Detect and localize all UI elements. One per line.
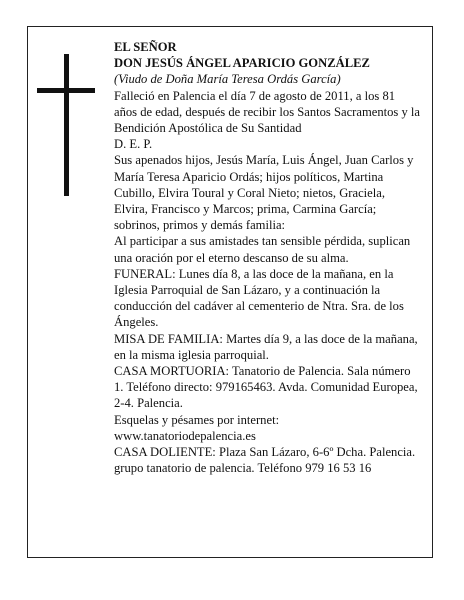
cross-icon xyxy=(37,54,95,196)
cross-horizontal-bar xyxy=(37,88,95,93)
rip-line: D. E. P. xyxy=(114,137,153,152)
notice-title: EL SEÑOR xyxy=(114,40,177,54)
mortuary-paragraph: CASA MORTUORIA: Tanatorio de Palencia. Sala número 1. Teléfono directo: 979165463. Avda. Comunidad Europea, 2-4. Palencia. xyxy=(114,364,418,411)
family-mass-paragraph: MISA DE FAMILIA: Martes día 9, a las doce de la mañana, en la misma iglesia parroquial. xyxy=(114,331,418,362)
cross-vertical-bar xyxy=(64,54,69,196)
death-paragraph: Falleció en Palencia el día 7 de agosto de 2011, a los 81 años de edad, después de recibir los Santos Sacramentos y la Bendición Apostólica de Su Santidad xyxy=(114,88,421,136)
website-line: www.tanatoriodepalencia.es xyxy=(114,428,256,443)
internet-line: Esquelas y pésames por internet: xyxy=(114,412,280,427)
group-line: grupo tanatorio de palencia. Teléfono 979 16 53 16 xyxy=(114,461,372,476)
funeral-paragraph: FUNERAL: Lunes día 8, a las doce de la mañana, en la Iglesia Parroquial de San Lázaro, y a continuación la conducción del cadáver al cementerio de Ntra. Sra. de los Ángeles. xyxy=(114,266,404,330)
request-paragraph: Al participar a sus amistades tan sensible pérdida, suplican una oración por el eterno descanso de su alma. xyxy=(114,234,411,265)
home-paragraph: CASA DOLIENTE: Plaza San Lázaro, 6-6º Dcha. Palencia. xyxy=(114,445,416,460)
deceased-name: DON JESÚS ÁNGEL APARICIO GONZÁLEZ xyxy=(114,56,370,71)
notice-text xyxy=(114,39,420,476)
family-paragraph: Sus apenados hijos, Jesús María, Luis Ángel, Juan Carlos y María Teresa Aparicio Ordás; hijos políticos, Martina Cubillo, Elvira Toural y Coral Nieto; nietos, Graciela, Elvira, Francisco y Marcos; prima, Carmina García; sobrinos, primos y demás familia: xyxy=(114,153,414,233)
widower-line: (Viudo de Doña María Teresa Ordás García) xyxy=(114,72,341,87)
